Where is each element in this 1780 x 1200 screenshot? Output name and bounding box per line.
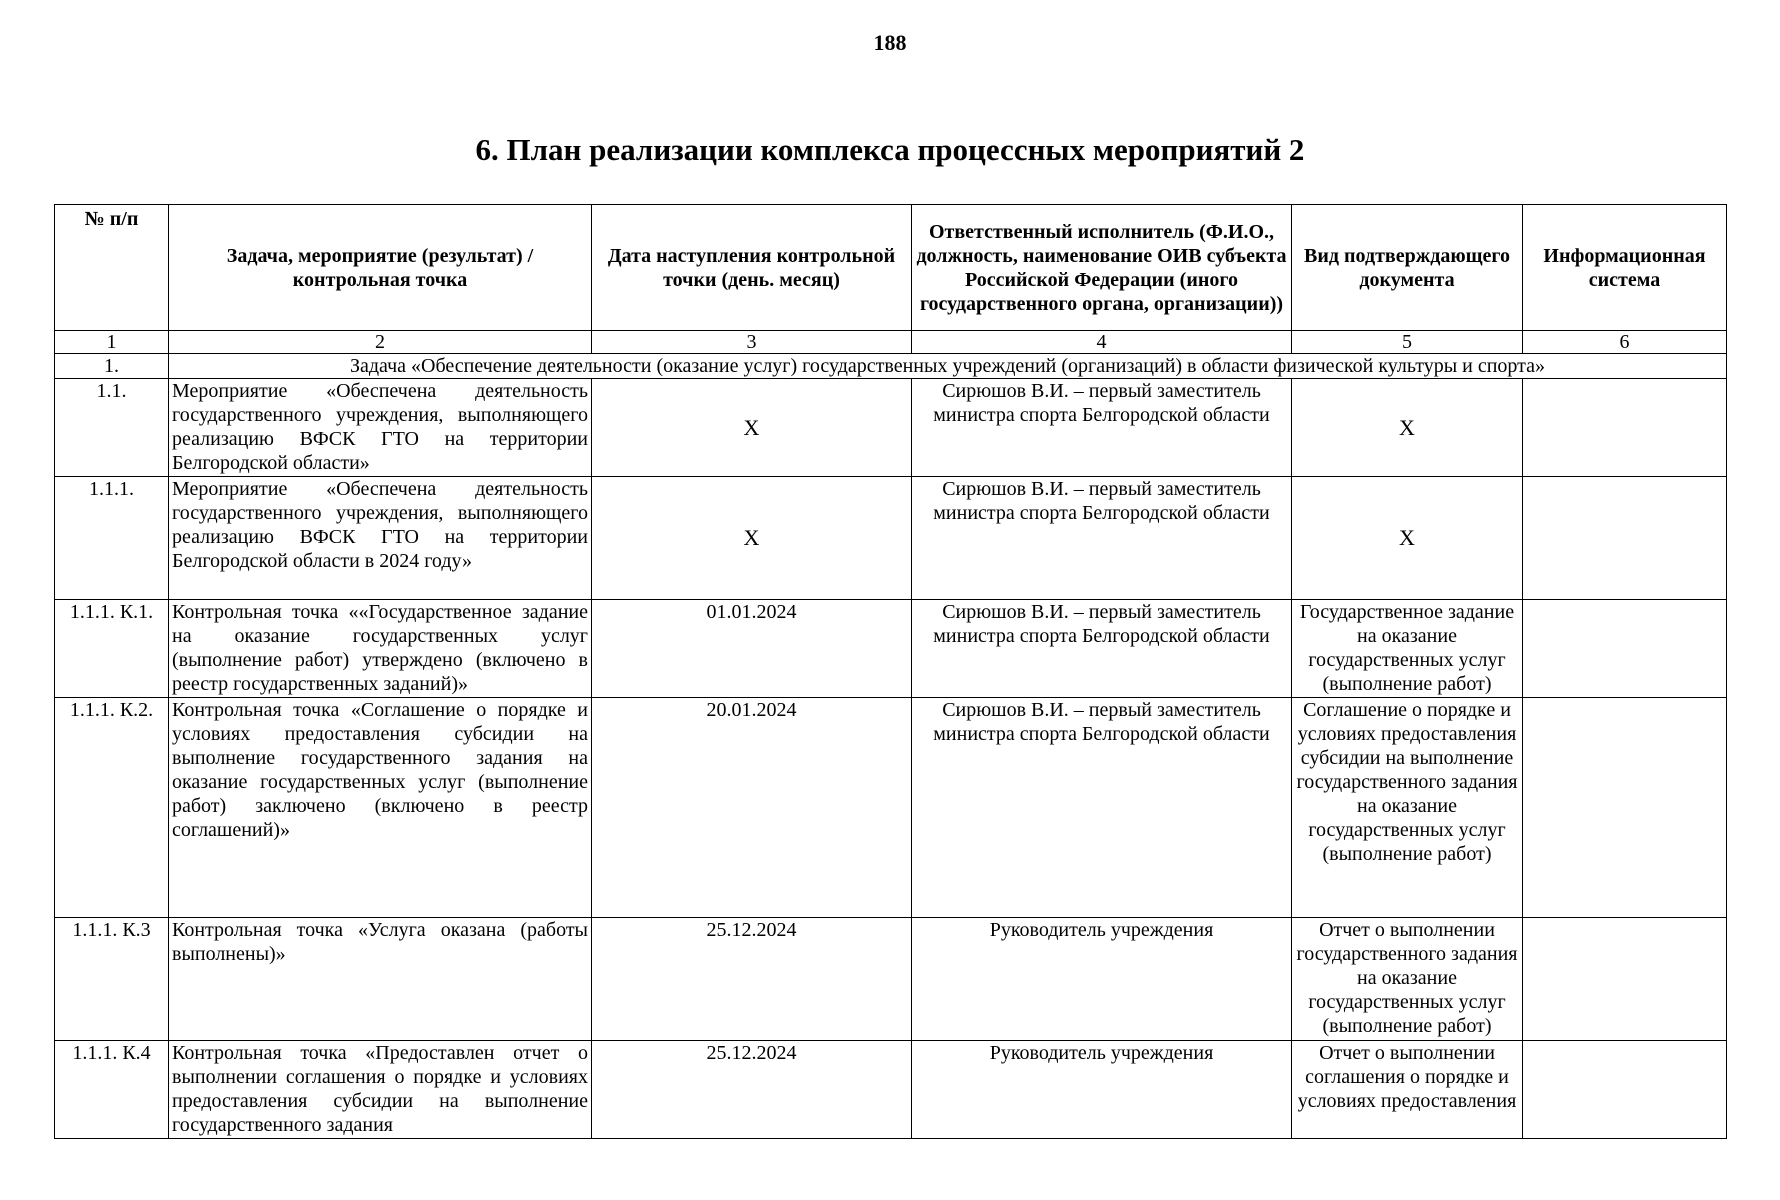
- row-responsible: Сирюшов В.И. – первый заместитель министра спорта Белгородской области: [912, 477, 1292, 600]
- table-row: [55, 1041, 1727, 1139]
- table-row: [55, 379, 1727, 477]
- column-number: 3: [592, 331, 912, 354]
- column-number: 2: [169, 331, 592, 354]
- page-title: 6. План реализации комплекса процессных мероприятий 2: [475, 132, 1305, 167]
- row-document: X: [1292, 379, 1523, 477]
- header-document: Вид подтверждающего документа: [1292, 205, 1523, 331]
- row-document: X: [1292, 477, 1523, 600]
- column-number: 6: [1523, 331, 1727, 354]
- row-document: Соглашение о порядке и условиях предоставления субсидии на выполнение государственного задания на оказание государственных услуг (выполнение работ): [1292, 698, 1523, 918]
- row-system: [1523, 379, 1727, 477]
- task-text: Задача «Обеспечение деятельности (оказание услуг) государственных учреждений (организаций) в области физической культуры и спорта»: [169, 354, 1727, 379]
- task-num: 1.: [55, 354, 169, 379]
- table-row: [55, 698, 1727, 918]
- row-document: Государственное задание на оказание государственных услуг (выполнение работ): [1292, 600, 1523, 698]
- row-task: Мероприятие «Обеспечена деятельность государственного учреждения, выполняющего реализацию ВФСК ГТО на территории Белгородской области»: [169, 379, 592, 477]
- row-document: Отчет о выполнении соглашения о порядке и условиях предоставления: [1292, 1041, 1523, 1139]
- row-task: Контрольная точка «Соглашение о порядке и условиях предоставления субсидии на выполнение государственного задания на оказание государственных услуг (выполнение работ) заключено (включено в реестр соглашений)»: [169, 698, 592, 918]
- header-responsible: Ответственный исполнитель (Ф.И.О., должность, наименование ОИВ субъекта Российской Федерации (иного государственного органа, организации)): [912, 205, 1292, 331]
- row-num: 1.1.1. К.4: [55, 1041, 169, 1139]
- row-task: Контрольная точка «Предоставлен отчет о выполнении соглашения о порядке и условиях предоставления субсидии на выполнение государственного задания: [169, 1041, 592, 1139]
- row-num: 1.1.1.: [55, 477, 169, 600]
- row-task: Контрольная точка ««Государственное задание на оказание государственных услуг (выполнение работ) утверждено (включено в реестр государственных заданий)»: [169, 600, 592, 698]
- header-row: [55, 205, 1727, 331]
- row-date: 25.12.2024: [592, 918, 912, 1041]
- row-responsible: Руководитель учреждения: [912, 1041, 1292, 1139]
- row-responsible: Сирюшов В.И. – первый заместитель министра спорта Белгородской области: [912, 379, 1292, 477]
- column-number-row: [55, 331, 1727, 354]
- column-number: 4: [912, 331, 1292, 354]
- row-system: [1523, 918, 1727, 1041]
- header-date: Дата наступления контрольной точки (день. месяц): [592, 205, 912, 331]
- header-num: № п/п: [55, 205, 169, 331]
- row-num: 1.1.: [55, 379, 169, 477]
- plan-table: [54, 204, 1727, 1139]
- row-system: [1523, 698, 1727, 918]
- row-task: Мероприятие «Обеспечена деятельность государственного учреждения, выполняющего реализацию ВФСК ГТО на территории Белгородской области в 2024 году»: [169, 477, 592, 600]
- row-task: Контрольная точка «Услуга оказана (работы выполнены)»: [169, 918, 592, 1041]
- table-row: [55, 477, 1727, 600]
- header-system: Информационная система: [1523, 205, 1727, 331]
- row-responsible: Сирюшов В.И. – первый заместитель министра спорта Белгородской области: [912, 600, 1292, 698]
- column-number: 1: [55, 331, 169, 354]
- table-row: [55, 600, 1727, 698]
- column-number: 5: [1292, 331, 1523, 354]
- row-date: X: [592, 477, 912, 600]
- page-number: 188: [873, 30, 907, 55]
- row-responsible: Руководитель учреждения: [912, 918, 1292, 1041]
- row-num: 1.1.1. К.1.: [55, 600, 169, 698]
- row-system: [1523, 1041, 1727, 1139]
- row-date: 25.12.2024: [592, 1041, 912, 1139]
- row-num: 1.1.1. К.2.: [55, 698, 169, 918]
- row-responsible: Сирюшов В.И. – первый заместитель министра спорта Белгородской области: [912, 698, 1292, 918]
- header-task: Задача, мероприятие (результат) / контрольная точка: [169, 205, 592, 331]
- row-system: [1523, 600, 1727, 698]
- row-date: 01.01.2024: [592, 600, 912, 698]
- row-document: Отчет о выполнении государственного задания на оказание государственных услуг (выполнение работ): [1292, 918, 1523, 1041]
- row-system: [1523, 477, 1727, 600]
- row-date: X: [592, 379, 912, 477]
- row-num: 1.1.1. К.3: [55, 918, 169, 1041]
- row-date: 20.01.2024: [592, 698, 912, 918]
- table-row: [55, 918, 1727, 1041]
- task-row: [55, 354, 1727, 379]
